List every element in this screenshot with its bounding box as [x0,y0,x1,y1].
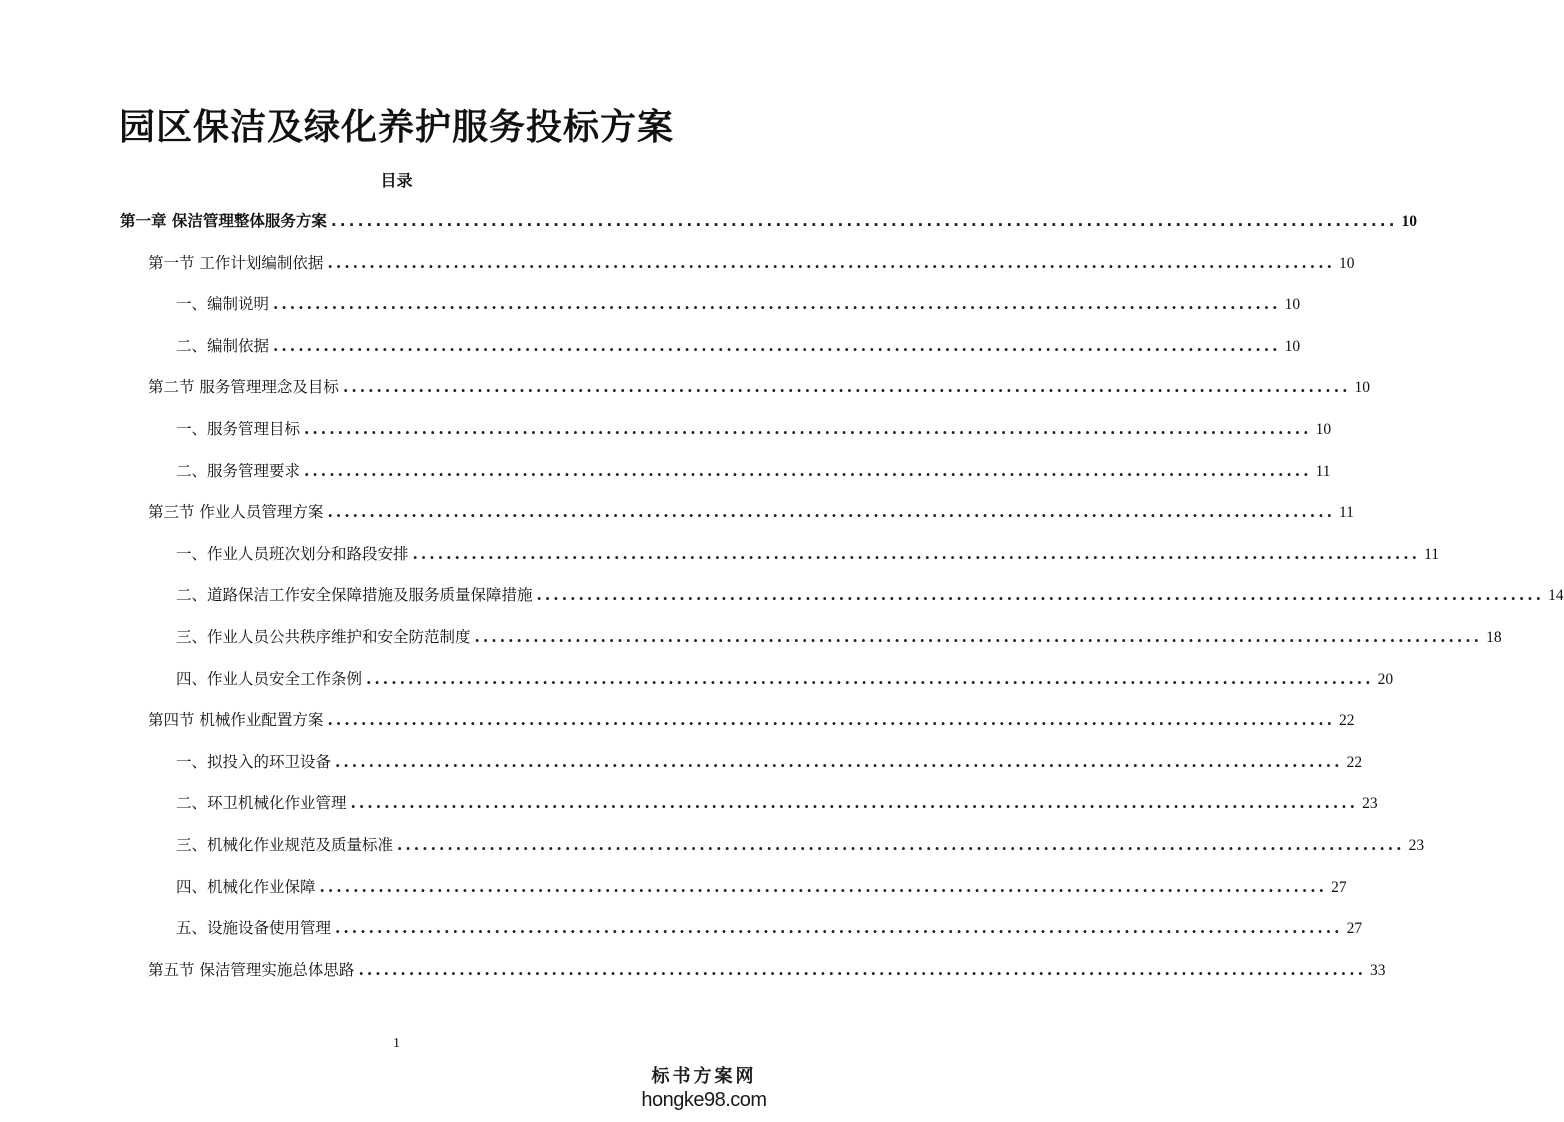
toc-entry-page: 27 [1331,879,1347,896]
toc-entry-title: 一、服务管理目标 [176,420,301,438]
toc-entry-title: 二、编制依据 [176,337,270,355]
toc-entry-title: 第一章 保洁管理整体服务方案 [120,212,327,230]
toc-entry[interactable] [176,624,1502,650]
toc-leader-dots: ........................................................................................................................ [335,918,1343,937]
toc-entry-page: 22 [1339,712,1355,729]
toc-leader-dots: ........................................................................................................................ [536,585,1545,604]
page-number: 1 [393,1036,400,1051]
toc-entry-page: 23 [1362,795,1378,812]
watermark-title: 标书方案网 [651,1066,757,1087]
toc-entry-title: 四、机械化作业保障 [176,878,316,896]
toc-entry[interactable] [148,374,1370,400]
toc-entry[interactable] [176,915,1363,941]
toc-entry-title: 二、服务管理要求 [176,462,301,480]
toc-entry-page: 23 [1408,837,1425,854]
toc-leader-dots: ........................................................................................................................ [327,710,1335,729]
toc-leader-dots: ........................................................................................................................ [304,419,1312,438]
toc-entry[interactable] [148,707,1355,733]
toc-entry[interactable] [176,874,1347,900]
toc-entry-page: 10 [1284,338,1301,355]
toc-entry-title: 第二节 服务管理理念及目标 [148,378,339,396]
toc-entry-title: 一、作业人员班次划分和路段安排 [176,545,409,563]
toc-leader-dots: ........................................................................................................................ [358,960,1366,979]
toc-entry[interactable] [176,416,1332,442]
toc-entry[interactable] [148,499,1354,525]
toc-leader-dots: ........................................................................................................................ [273,336,1281,355]
toc-leader-dots: ........................................................................................................................ [397,835,1405,854]
toc-entry[interactable] [176,790,1378,816]
toc-entry-title: 二、环卫机械化作业管理 [176,794,347,812]
toc-entry-page: 22 [1346,754,1363,771]
toc-entry[interactable] [176,666,1394,692]
toc-entry-page: 10 [1284,296,1301,313]
toc-leader-dots: ........................................................................................................................ [474,627,1483,646]
toc-entry-title: 第五节 保洁管理实施总体思路 [148,961,355,979]
toc-leader-dots: ........................................................................................................................ [327,253,1335,272]
toc-heading: 目录 [380,171,413,190]
toc-entry-page: 10 [1354,379,1370,396]
page-title: 园区保洁及绿化养护服务投标方案 [118,107,674,148]
toc-entry-title: 第一节 工作计划编制依据 [148,254,324,272]
toc-entry-page: 14 [1548,587,1564,604]
toc-entry-page: 27 [1346,920,1363,937]
toc-leader-dots: ........................................................................................................................ [327,502,1335,521]
toc-leader-dots: ........................................................................................................................ [273,294,1281,313]
toc-entry-page: 10 [1401,213,1417,230]
toc-leader-dots: ........................................................................................................................ [366,669,1374,688]
toc-entry-page: 10 [1315,421,1332,438]
toc-leader-dots: ........................................................................................................................ [412,544,1421,563]
toc-entry[interactable] [176,291,1301,317]
toc-entry-page: 11 [1339,504,1354,521]
toc-entry-title: 一、编制说明 [176,295,270,313]
toc-entry[interactable] [148,250,1355,276]
toc-leader-dots: ........................................................................................................................ [350,793,1359,812]
toc-entry-page: 33 [1370,962,1386,979]
toc-entry[interactable] [120,208,1417,234]
toc-entry-title: 四、作业人员安全工作条例 [176,670,363,688]
toc-entry[interactable] [176,832,1425,858]
toc-leader-dots: ........................................................................................................................ [319,877,1328,896]
toc-entry[interactable] [176,582,1564,608]
toc-entry-title: 五、设施设备使用管理 [176,919,332,937]
toc-entry-title: 三、作业人员公共秩序维护和安全防范制度 [176,628,471,646]
toc-entry[interactable] [176,458,1331,484]
toc-entry-page: 11 [1315,463,1331,480]
toc-entry-title: 三、机械化作业规范及质量标准 [176,836,394,854]
toc-entry-page: 10 [1339,255,1355,272]
toc-entry-page: 20 [1377,671,1394,688]
toc-entry-title: 一、拟投入的环卫设备 [176,753,332,771]
watermark [629,1066,779,1112]
toc-leader-dots: ........................................................................................................................ [335,752,1343,771]
toc-entry[interactable] [176,749,1363,775]
toc-leader-dots: ........................................................................................................................ [304,461,1312,480]
toc-leader-dots: ........................................................................................................................ [342,377,1351,396]
toc-entry-title: 第四节 机械作业配置方案 [148,711,324,729]
toc-entry[interactable] [176,541,1440,567]
toc-entry-title: 二、道路保洁工作安全保障措施及服务质量保障措施 [176,586,533,604]
toc-leader-dots: ........................................................................................................................ [330,212,1398,230]
toc-entry-page: 18 [1486,629,1502,646]
toc-entry[interactable] [148,957,1386,983]
toc-entry-page: 11 [1424,546,1440,563]
toc-entry-title: 第三节 作业人员管理方案 [148,503,324,521]
watermark-url: hongke98.com [641,1089,767,1111]
toc-entry[interactable] [176,333,1301,359]
